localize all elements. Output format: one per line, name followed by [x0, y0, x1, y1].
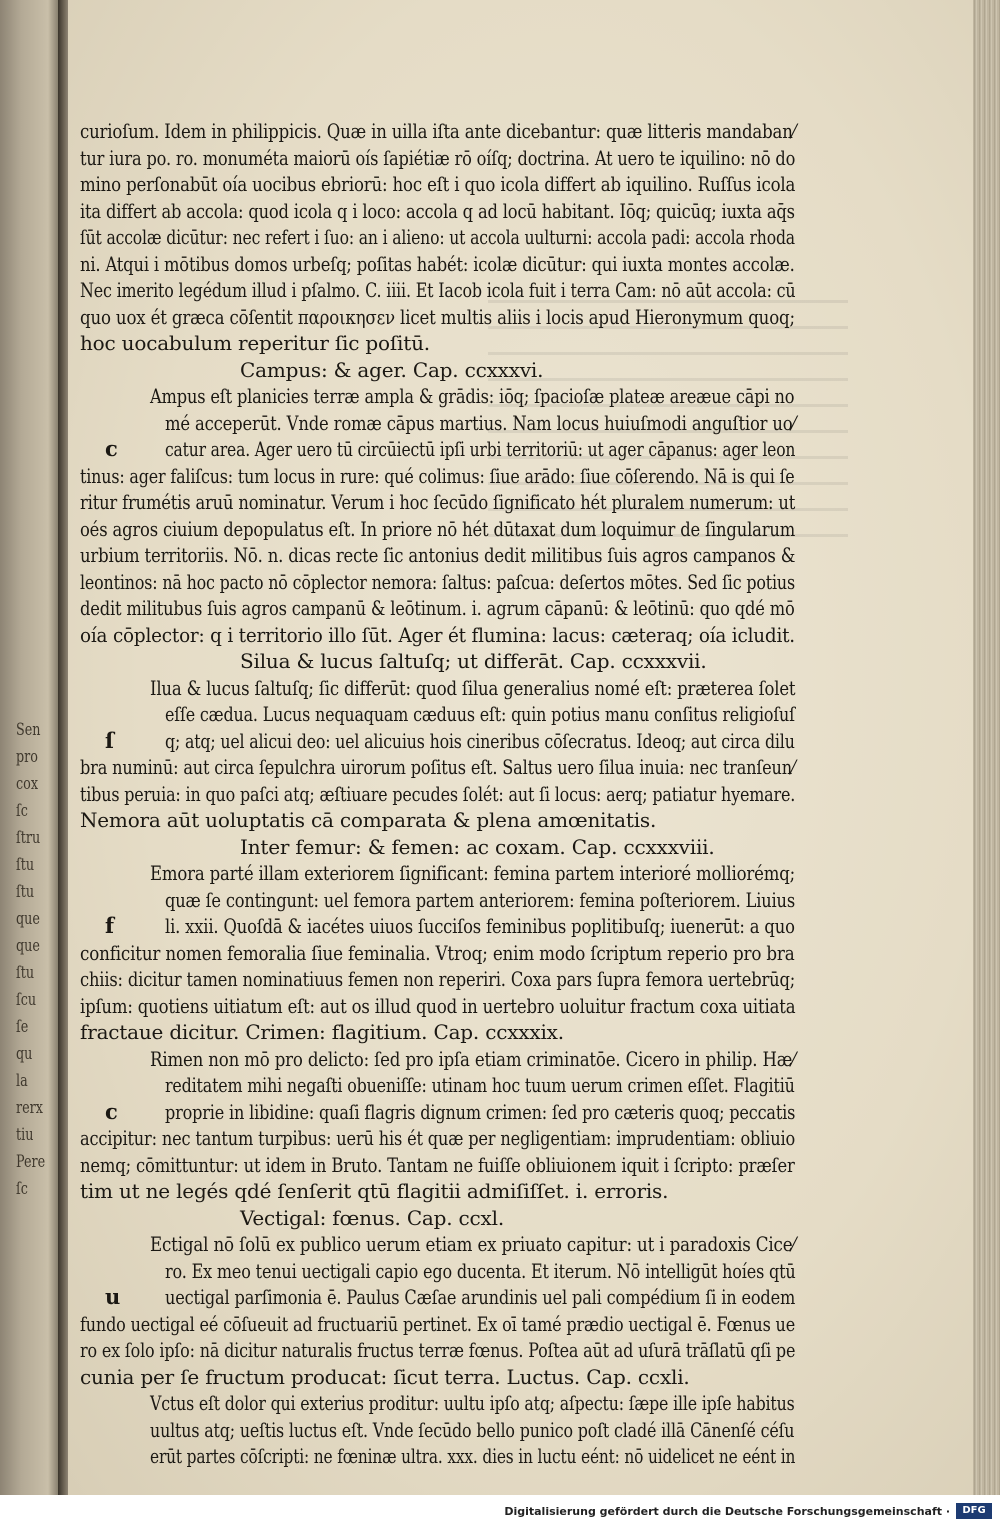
text-line [80, 940, 795, 967]
line-text: mino perſonabūt oía uocibus ebriorū: hoc eſt i quo icola differt ab iquilino. Ruſſus icola [80, 172, 796, 196]
text-line [80, 1019, 795, 1046]
line-text: oés agros ciuium depopulatus eſt. In priore nō hét dūtaxat dum loquimur de ſingularum [80, 516, 796, 541]
facing-page-edge [0, 0, 60, 1495]
facing-page-fragment: que [16, 909, 40, 929]
line-text: ritur frumétis aruū nominatur. Verum i hoc ſecūdo ſignificato hét pluralem numerum: ut [80, 490, 796, 514]
text-line [80, 277, 795, 304]
text-line [80, 993, 795, 1020]
text-line [80, 966, 795, 993]
line-text: Inter femur: & femen: ac coxam. Cap. ccxxxviii. [240, 834, 715, 859]
line-text: erūt partes cōſcripti: ne fœninæ ultra. xxx. dies in luctu eént: nō uidelicet ne eént in [150, 1444, 796, 1468]
line-text: oía cōplector: q i territorio illo ſūt. Ager ét flumina: lacus: cæteraq; oía icludit. [80, 622, 795, 647]
text-line [80, 569, 795, 596]
line-text: ni. Atqui i mōtibus domos urbeſq; poſitas habét: icolæ dicūtur: qui iuxta montes accolæ. [80, 251, 795, 276]
text-line [80, 118, 795, 145]
line-text: Vctus eſt dolor qui exterius proditur: uultu ipſo atq; aſpectu: ſæpe ille ipſe habitus [150, 1391, 795, 1415]
text-line [80, 516, 795, 543]
text-line [80, 1417, 795, 1444]
line-text: tibus peruia: in quo paſci atq; æſtiuare pecudes ſolét: aut ſi locus: aerq; patiatur hyemare. [80, 781, 796, 806]
book-page [68, 0, 973, 1495]
facing-page-fragment: ſe [16, 1017, 29, 1037]
marginal-letter: f [105, 913, 114, 938]
facing-page-fragment: la [16, 1071, 28, 1091]
line-text: Nec imerito legédum illud i pſalmo. C. iiii. Et Iacob icola fuit i terra Cam: nō aūt accola: cū [80, 278, 796, 302]
line-text: curioſum. Idem in philippicis. Quæ in uilla iſta ante dicebantur: quæ litteris mandaban⁄ [80, 119, 796, 143]
text-line [80, 1178, 795, 1205]
text-line [80, 330, 795, 357]
text-line [80, 198, 795, 225]
text-line [80, 860, 795, 887]
text-line [80, 542, 795, 569]
text-line [80, 383, 795, 410]
text-line [80, 251, 795, 278]
line-text: cunia per ſe fructum producat: ſicut terra. Luctus. Cap. ccxli. [80, 1364, 690, 1389]
footer-bar [0, 1495, 1000, 1528]
text-line [80, 622, 795, 649]
line-text: Rimen non mō pro delicto: ſed pro ipſa etiam criminatōe. Cicero in philip. Hæ⁄ [150, 1046, 795, 1071]
text-line [80, 171, 795, 198]
funding-notice: Digitalisierung gefördert durch die Deutsche Forschungsgemeinschaft · [504, 1505, 950, 1518]
line-text: mé acceperūt. Vnde romæ cāpus martius. Nam locus huiuſmodi anguſtior uo⁄ [165, 410, 796, 435]
line-text: nemq; cōmittuntur: ut idem in Bruto. Tantam ne fuiſſe obliuionem iquit i ſcripto: præſer [80, 1152, 795, 1177]
text-line [80, 224, 795, 251]
line-text: catur area. Ager uero tū circūiectū ipſi urbi territoriū: ut ager cāpanus: ager leon [165, 437, 796, 461]
facing-page-fragment: rerx [16, 1098, 43, 1118]
chapter-heading [80, 648, 795, 675]
line-text: reditatem mihi negaſti obueniſſe: utinam hoc tuum uerum crimen eſſet. Flagitiū [165, 1073, 795, 1097]
line-text: fundo uectigal eé cōſueuit ad fructuariū pertinet. Ex oī tamé prædio uectigal ē. Fœnus ue [80, 1311, 796, 1336]
facing-page-fragment: ſcu [16, 990, 37, 1010]
marginal-letter: u [105, 1284, 121, 1309]
line-text: bra numinū: aut circa ſepulchra uirorum poſitus eſt. Saltus uero ſilua inuia: nec tranſeun⁄ [80, 755, 795, 779]
line-text: Emora parté illam exteriorem ſignificant: femina partem interioré molliorémq; [150, 861, 795, 885]
line-text: uultus atq; ueſtis luctus eſt. Vnde ſecūdo bello punico poſt cladé illā Cānenſé céſu [150, 1417, 795, 1442]
line-text: ro ex ſolo ipſo: nā dicitur naturalis fructus terræ fœnus. Poſtea aūt ad uſurā trāſlatū qſi pe [80, 1338, 796, 1362]
facing-page-fragment: qu [16, 1044, 33, 1064]
text-line [80, 675, 795, 702]
line-text: Vectigal: fœnus. Cap. ccxl. [240, 1205, 504, 1230]
facing-page-fragment: ſc [16, 1179, 28, 1199]
line-text: li. xxii. Quoſdā & iacétes uiuos ſucciſos feminibus poplitibuſq; iuenerūt: a quo [165, 914, 795, 938]
facing-page-fragment: ſtru [16, 828, 41, 848]
text-line [80, 1231, 795, 1258]
facing-page-fragment: ſc [16, 801, 28, 821]
facing-page-fragment: Sen [16, 720, 41, 740]
facing-page-fragment: Pere [16, 1152, 46, 1172]
chapter-heading [80, 1205, 795, 1232]
text-line [80, 436, 795, 463]
line-text: Campus: & ager. Cap. ccxxxvi. [240, 357, 544, 382]
line-text: quo uox ét græca cōſentit παροικησεν licet multis aliis i locis apud Hieronymum quoq; [80, 304, 795, 329]
text-line [80, 1337, 795, 1364]
text-line [80, 1284, 795, 1311]
line-text: accipitur: nec tantum turpibus: uerū his ét quæ per negligentiam: imprudentiam: obliuio [80, 1126, 796, 1150]
marginal-letter: c [105, 1098, 118, 1124]
facing-page-fragment: tiu [16, 1125, 34, 1145]
line-text: ro. Ex meo tenui uectigali capio ego ducenta. Et iterum. Nō intelligūt hoíes qtū [165, 1258, 796, 1283]
line-text: uectigal parſimonia ē. Paulus Cæſae arundinis uel pali compédium ſi in eodem [165, 1285, 796, 1309]
dfg-logo: DFG [956, 1503, 992, 1519]
line-text: tinus: ager faliſcus: tum locus in rure: qué colimus: ſiue arādo: ſiue cōſerendo. Nā is qui ſe [80, 463, 795, 488]
line-text: hoc uocabulum reperitur ſic poſitū. [80, 331, 430, 355]
line-text: Nemora aūt uoluptatis cā comparata & plena amœnitatis. [80, 808, 657, 832]
text-line [80, 463, 795, 490]
marginal-letter: ſ [105, 727, 114, 753]
marginal-letter: c [105, 436, 118, 461]
line-text: Ilua & lucus ſaltuſq; ſic differūt: quod ſilua generalius nomé eſt: præterea ſolet [150, 675, 796, 700]
page-text [80, 118, 795, 1470]
line-text: Ampus eſt planicies terræ ampla & grādis: iōq; ſpacioſæ plateæ areæue cāpi no [150, 384, 795, 408]
page-stack-edge [973, 0, 1000, 1495]
line-text: dedit militubus ſuis agros campanū & leōtinum. i. agrum cāpanū: & leōtinū: quo qdé mō [80, 596, 795, 620]
facing-page-fragment: cox [16, 774, 39, 794]
text-line [80, 304, 795, 331]
text-line [80, 1046, 795, 1073]
text-line [80, 728, 795, 755]
text-line [80, 1099, 795, 1126]
facing-page-fragment: que [16, 936, 40, 956]
text-line [80, 913, 795, 940]
line-text: ipſum: quotiens uitiatum eſt: aut os illud quod in uertebro uoluitur fractum coxa uitiata [80, 993, 796, 1018]
text-line [80, 1152, 795, 1179]
line-text: ita differt ab accola: quod icola q i loco: accola q ad locū habitant. Iōq; quicūq; iuxta aq̄s [80, 198, 795, 223]
facing-page-fragment: ſtu [16, 855, 35, 875]
text-line [80, 754, 795, 781]
text-line [80, 489, 795, 516]
facing-page-fragment: ſtu [16, 963, 35, 983]
line-text: leontinos: nā hoc pacto nō cōplector nemora: ſaltus: paſcua: deſertos mōtes. Sed ſic potius [80, 569, 795, 594]
line-text: conficitur nomen femoralia ſiue feminalia. Vtroq; enim modo ſcriptum reperio pro bra [80, 940, 795, 965]
text-line [80, 1364, 795, 1391]
text-line [80, 595, 795, 622]
facing-page-fragment: ſtu [16, 882, 35, 902]
line-text: tur iura po. ro. monuméta maiorū oís ſapiétiæ rō oíſq; doctrina. At uero te iquilino: nō do [80, 145, 796, 170]
text-line [80, 1311, 795, 1338]
chapter-heading [80, 834, 795, 861]
line-text: tim ut ne legés qdé ſenſerit qtū flagitii admiſiſſet. i. erroris. [80, 1179, 669, 1203]
facing-page-fragment: pro [16, 747, 38, 767]
line-text: Silua & lucus ſaltuſq; ut differāt. Cap. ccxxxvii. [240, 649, 707, 673]
line-text: fractaue dicitur. Crimen: flagitium. Cap. ccxxxix. [80, 1020, 564, 1044]
line-text: quæ ſe contingunt: uel femora partem anteriorem: femina poſteriorem. Liuius [165, 887, 795, 912]
text-line [80, 781, 795, 808]
text-line [80, 807, 795, 834]
line-text: Ectigal nō ſolū ex publico uerum etiam ex priuato capitur: ut i paradoxis Cice⁄ [150, 1232, 796, 1256]
text-line [80, 1390, 795, 1417]
line-text: ſūt accolæ dicūtur: nec refert i ſuo: an i alieno: ut accola uulturni: accola padi: accola rhoda [80, 225, 795, 249]
text-line [80, 1443, 795, 1470]
line-text: eſſe cædua. Lucus nequaquam cæduus eſt: quin potius manu conſitus religioſuſ [165, 702, 795, 726]
line-text: q; atq; uel alicui deo: uel alicuius hois cineribus cōſecratus. Ideoq; aut circa dilu [165, 728, 795, 753]
line-text: urbium territoriis. Nō. n. dicas recte ſic antonius dedit militibus ſuis agros campanos & [80, 543, 796, 567]
line-text: chiis: dicitur tamen nominatiuus femen non reperiri. Coxa pars ſupra femora uertebrūq; [80, 967, 796, 991]
text-line [80, 1125, 795, 1152]
text-line [80, 145, 795, 172]
line-text: proprie in libidine: quaſi flagris dignum crimen: ſed pro cæteris quoq; peccatis [165, 1099, 796, 1124]
chapter-heading [80, 357, 795, 384]
